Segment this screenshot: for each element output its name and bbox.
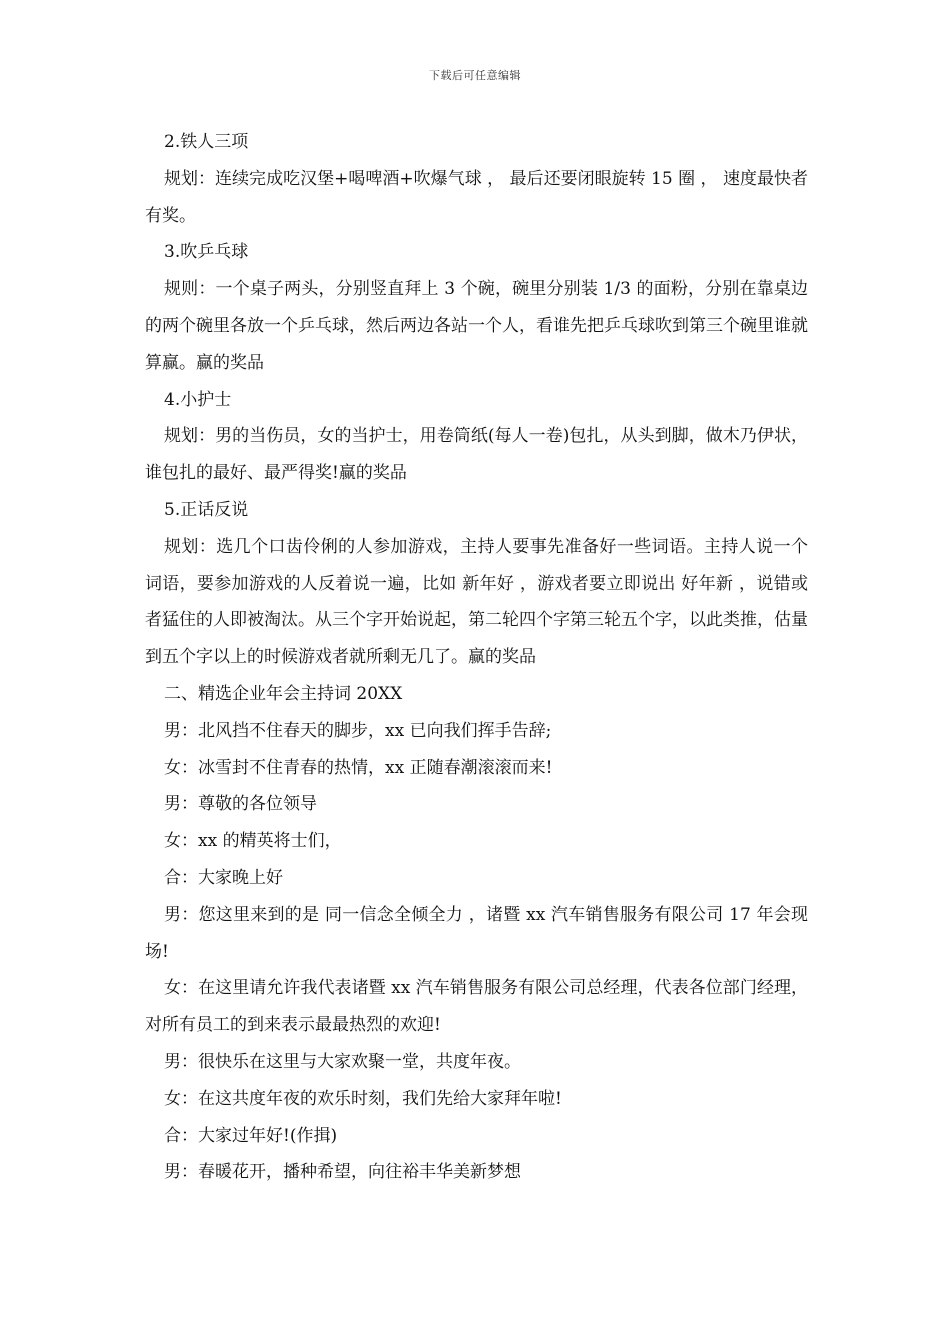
paragraph: 规划：选几个口齿伶俐的人参加游戏，主持人要事先准备好一些词语。主持人说一个词语，要参加游戏的人反着说一遍，比如 新年好 ，游戏者要立即说出 好年新 ，说错或者猛住的人即被淘汰。从三个字开始说起，第二轮四个字第三轮五个字，以此类推，估量到五个字以上的时候游戏者就所剩无几了。赢的奖品 [145, 536, 808, 668]
dialogue-line: 女：在这共度年夜的欢乐时刻，我们先给大家拜年啦! [164, 1088, 562, 1109]
dialogue-line: 男：很快乐在这里与大家欢聚一堂，共度年夜。 [164, 1051, 521, 1072]
dialogue-line: 男：尊敬的各位领导 [164, 794, 317, 815]
paragraph: 规则：一个桌子两头，分别竖直拜上 3 个碗，碗里分别装 1/3 的面粉，分别在靠桌边的两个碗里各放一个乒乓球，然后两边各站一个人，看谁先把乒乓球吹到第三个碗里谁就算赢。赢的奖品 [145, 279, 808, 373]
paragraph: 规划：连续完成吃汉堡+喝啤酒+吹爆气球 ， 最后还要闭眼旋转 15 圈 ， 速度最快者有奖。 [145, 168, 808, 226]
paragraph: 规划：男的当伤员，女的当护士，用卷筒纸(每人一卷)包扎，从头到脚，做木乃伊状，谁包扎的最好、最严得奖!赢的奖品 [145, 426, 808, 484]
dialogue-line: 男：您这里来到的是 同一信念全倾全力 ，诸暨 xx 汽车销售服务有限公司 17 年会现场! [145, 904, 808, 962]
section-heading: 4.小护士 [164, 389, 232, 410]
dialogue-line: 男：北风挡不住春天的脚步，xx 已向我们挥手告辞; [164, 720, 552, 741]
page-header: 下载后可任意编辑 [429, 69, 521, 82]
dialogue-line: 合：大家晚上好 [164, 867, 283, 888]
dialogue-line: 女：冰雪封不住青春的热情，xx 正随春潮滚滚而来! [164, 757, 553, 778]
dialogue-line: 合：大家过年好!(作揖) [164, 1125, 338, 1146]
section-heading: 2.铁人三项 [164, 132, 249, 152]
document-body [145, 124, 808, 1191]
dialogue-line: 男：春暖花开，播种希望，向往裕丰华美新梦想 [164, 1162, 521, 1183]
dialogue-line: 女：在这里请允许我代表诸暨 xx 汽车销售服务有限公司总经理，代表各位部门经理，对所有员工的到来表示最最热烈的欢迎! [145, 978, 808, 1036]
section-heading: 5.正话反说 [164, 499, 249, 520]
dialogue-line: 女：xx 的精英将士们， [164, 831, 342, 852]
section-heading: 二、精选企业年会主持词 20XX [164, 683, 403, 704]
section-heading: 3.吹乒乓球 [164, 242, 249, 263]
